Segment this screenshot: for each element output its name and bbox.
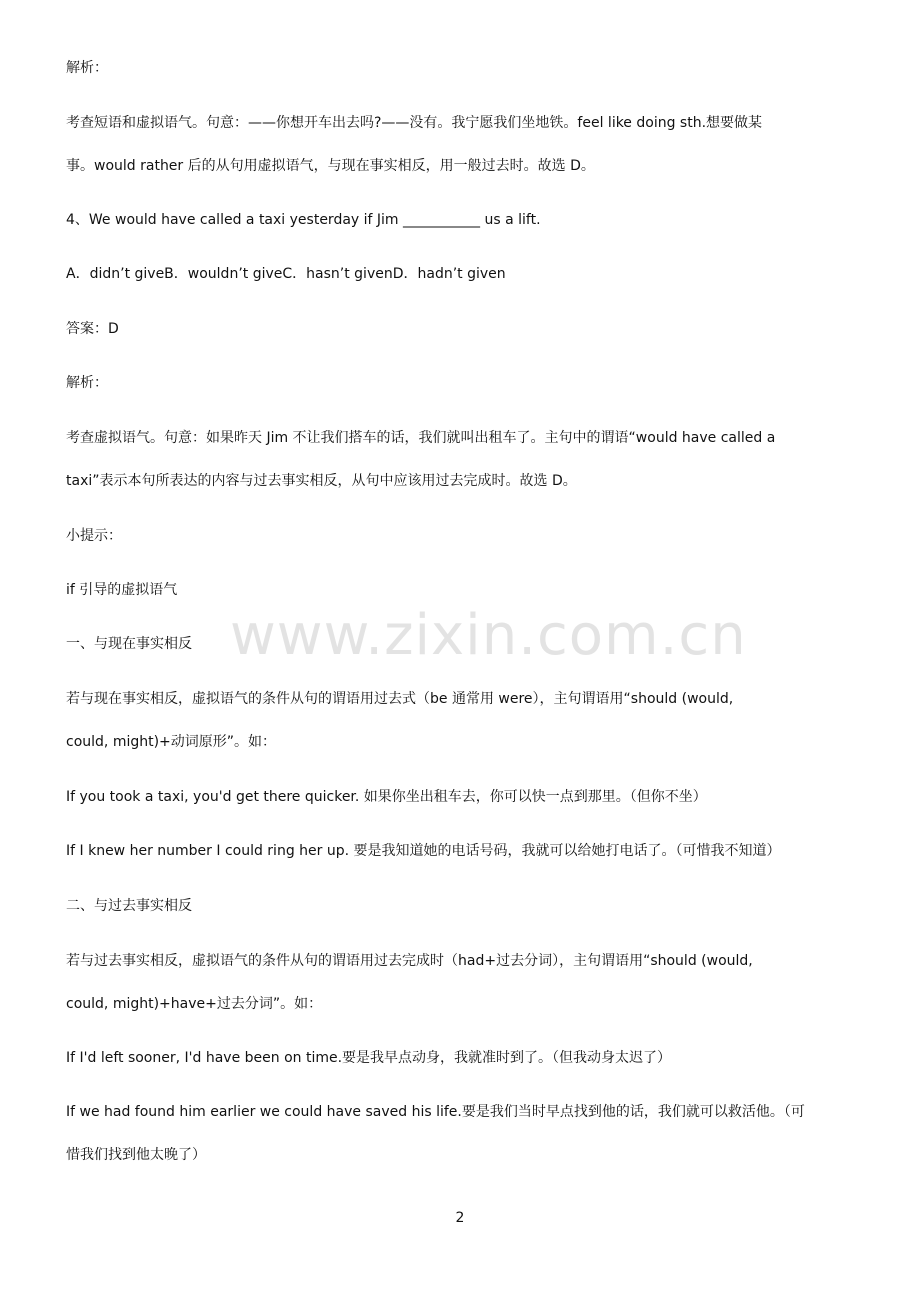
analysis-text-line: 考查虚拟语气。句意：如果昨天 Jim 不让我们搭车的话，我们就叫出租车了。主句中的谓语“would have called a (66, 430, 776, 446)
example-line: If you took a taxi, you'd get there quicker. 如果你坐出租车去，你可以快一点到那里。（但你不坐） (66, 789, 707, 805)
section-heading: 二、与过去事实相反 (66, 898, 192, 914)
body-text-line: 若与现在事实相反，虚拟语气的条件从句的谓语用过去式（be 通常用 were），主句谓语用“should (would, (66, 691, 734, 707)
body-text-line: 若与过去事实相反，虚拟语气的条件从句的谓语用过去完成时（had+过去分词），主句谓语用“should (would, (66, 953, 753, 969)
question-4: 4、We would have called a taxi yesterday if Jim ___________ us a lift. (66, 212, 541, 228)
body-text-line: could, might)+have+过去分词”。如： (66, 996, 323, 1012)
answer-line: 答案：D (66, 321, 119, 337)
analysis-label: 解析： (66, 375, 108, 391)
body-text-line: could, might)+动词原形”。如： (66, 734, 277, 750)
section-heading: if 引导的虚拟语气 (66, 582, 178, 598)
example-line: 惜我们找到他太晚了） (66, 1147, 206, 1163)
example-line: If I knew her number I could ring her up. 要是我知道她的电话号码，我就可以给她打电话了。（可惜我不知道） (66, 843, 781, 859)
analysis-text-line: taxi”表示本句所表达的内容与过去事实相反，从句中应该用过去完成时。故选 D。 (66, 473, 577, 489)
analysis-text-line: 事。would rather 后的从句用虚拟语气，与现在事实相反，用一般过去时。故选 D。 (66, 158, 595, 174)
example-line: If we had found him earlier we could have saved his life.要是我们当时早点找到他的话，我们就可以救活他。（可 (66, 1104, 805, 1120)
question-options: A．didn’t giveB．wouldn’t giveC．hasn’t givenD．hadn’t given (66, 266, 506, 282)
analysis-text-line: 考查短语和虚拟语气。句意：——你想开车出去吗?——没有。我宁愿我们坐地铁。feel like doing sth.想要做某 (66, 115, 763, 131)
example-line: If I'd left sooner, I'd have been on time.要是我早点动身，我就准时到了。（但我动身太迟了） (66, 1050, 672, 1066)
analysis-label: 解析： (66, 60, 108, 76)
watermark: www.zixin.com.cn (230, 603, 747, 668)
tip-label: 小提示： (66, 528, 122, 544)
page-number: 2 (455, 1210, 465, 1226)
section-heading: 一、与现在事实相反 (66, 636, 192, 652)
